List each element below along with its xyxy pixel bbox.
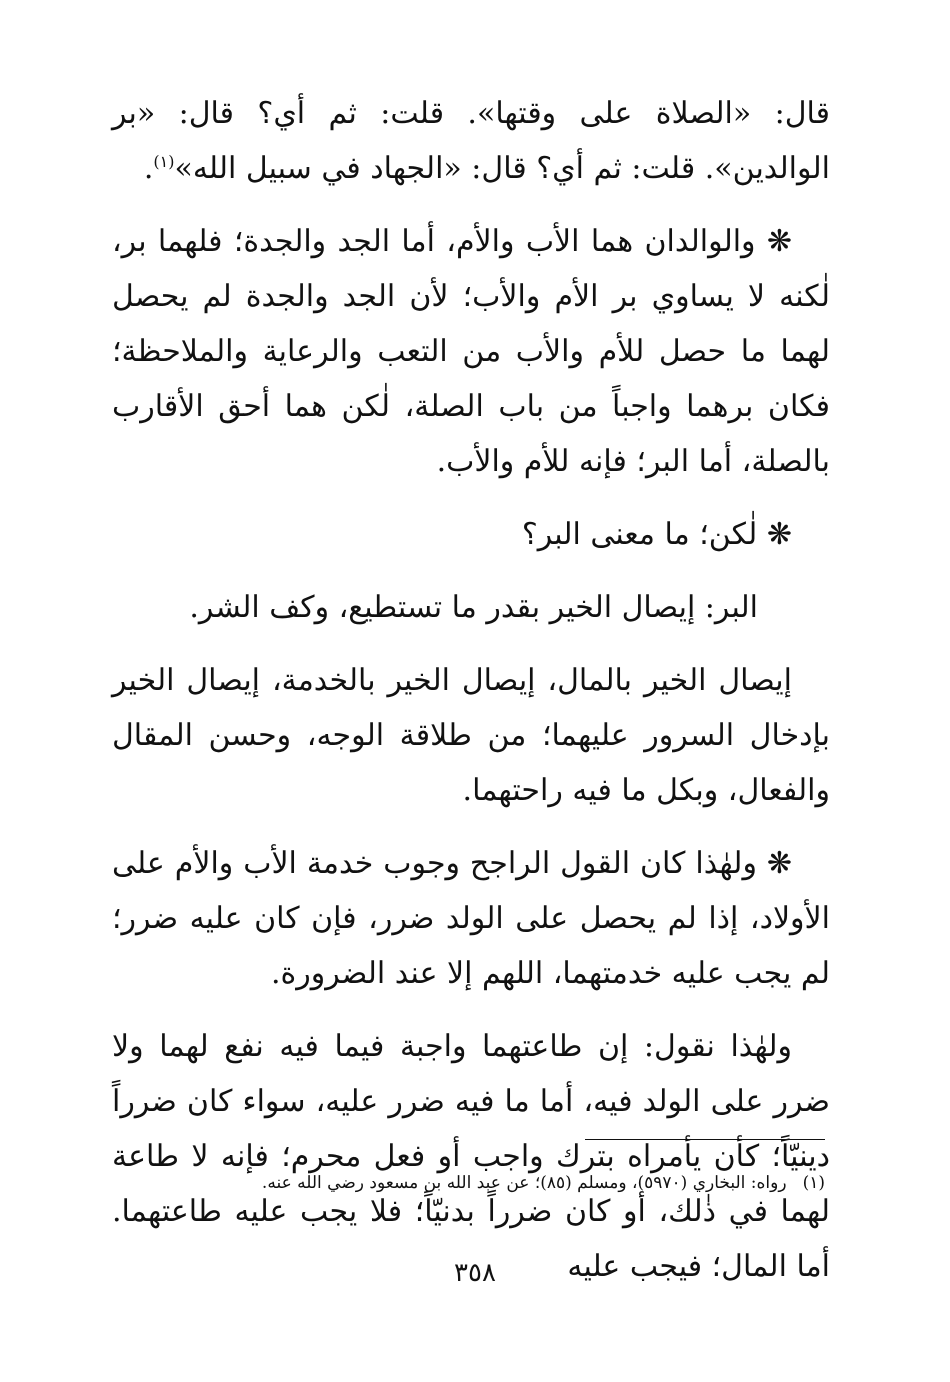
footnote-divider — [585, 1139, 825, 1140]
footnote-reference: (١) — [153, 152, 175, 171]
paragraph-ways-of-kindness: إيصال الخير بالمال، إيصال الخير بالخدمة، إيصال الخير بإدخال السرور عليهما؛ من طلاقة الوجه، وحسن المقال والفعال، وبكل ما فيه راحتهما. — [112, 663, 830, 808]
paragraph-service-obligation: ❋ ولهٰذا كان القول الراجح وجوب خدمة الأب والأم على الأولاد، إذا لم يحصل على الولد ضرر، فإن كان عليه ضرر؛ لم يجب عليه خدمتهما، اللهم إلا عند الضرورة. — [112, 846, 830, 991]
intro-paragraph — [112, 86, 830, 196]
paragraph-obedience: ولهٰذا نقول: إن طاعتهما واجبة فيما فيه نفع لهما ولا ضرر على الولد فيه، أما ما فيه ضرر عليه، سواء كان ضرراً دينيّاً؛ كأن يأمراه بترك واجب أو فعل محرم؛ فإنه لا طاعة لهما في ذٰلك، أو كان ضرراً بدنيّاً؛ فلا يجب عليه طاعتهما. أما المال؛ فيجب عليه — [112, 1029, 830, 1284]
footnote — [115, 1168, 825, 1198]
footnote-text: رواه: البخاري (٥٩٧٠)، ومسلم (٨٥)؛ عن عبد الله بن مسعود رضي الله عنه. — [261, 1173, 787, 1193]
page-body — [112, 86, 830, 1294]
page-number: ٣٥٨ — [454, 1258, 496, 1288]
paragraph-definition: البر: إيصال الخير بقدر ما تستطيع، وكف الشر. — [189, 590, 758, 625]
intro-end-punctuation: . — [143, 151, 154, 186]
intro-text: قال: «الصلاة على وقتها». قلت: ثم أي؟ قال: «بر الوالدين». قلت: ثم أي؟ قال: «الجهاد في سبيل الله» — [112, 96, 830, 186]
footnote-number: (١) — [802, 1173, 825, 1193]
paragraph-question: ❋ لٰكن؛ ما معنى البر؟ — [521, 517, 792, 552]
paragraph-grandparents: ❋ والوالدان هما الأب والأم، أما الجد والجدة؛ فلهما بر، لٰكنه لا يساوي بر الأم والأب؛ لأن الجد والجدة لم يحصل لهما ما حصل للأم والأب من التعب والرعاية والملاحظة؛ فكان برهما واجباً من باب الصلة، لٰكن هما أحق الأقارب بالصلة، أما البر؛ فإنه للأم والأب. — [112, 224, 830, 479]
